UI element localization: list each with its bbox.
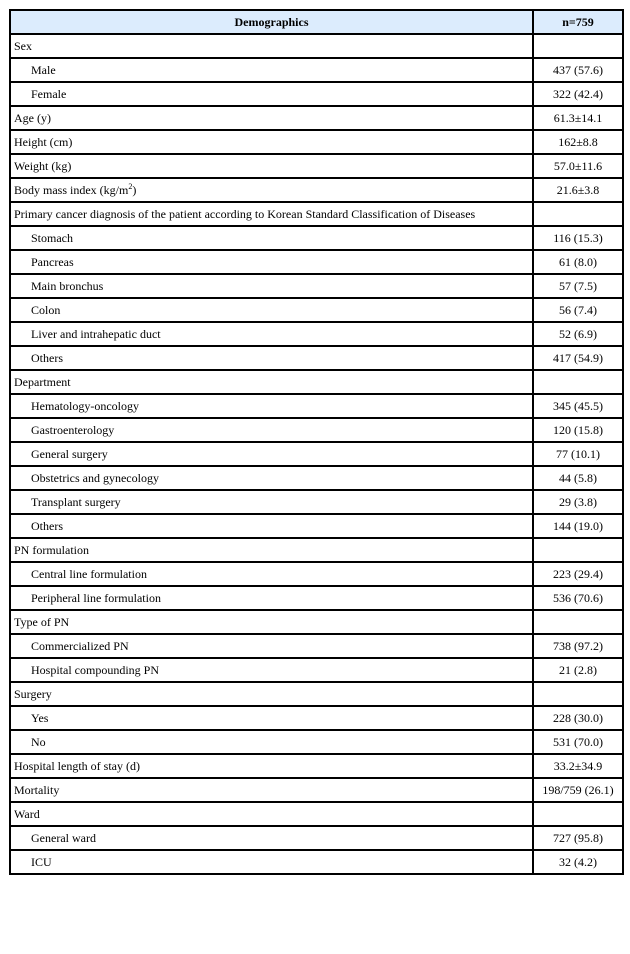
table-row: [10, 82, 623, 106]
table-row: [10, 850, 623, 874]
row-value: [533, 682, 623, 706]
row-label-text: Transplant surgery: [31, 495, 121, 509]
row-label-text: Department: [14, 375, 71, 389]
row-label: [10, 34, 533, 58]
row-label-text: Stomach: [31, 231, 73, 245]
row-label-text: General surgery: [31, 447, 108, 461]
row-label: [10, 106, 533, 130]
row-label-text: Ward: [14, 807, 40, 821]
row-label: [10, 130, 533, 154]
row-label: [10, 418, 533, 442]
header-n: n=759: [533, 10, 623, 34]
table-row: [10, 346, 623, 370]
table-row: [10, 730, 623, 754]
row-label: [10, 826, 533, 850]
table-row: [10, 34, 623, 58]
row-label-text: Body mass index (kg/m: [14, 183, 129, 197]
row-label: [10, 610, 533, 634]
row-label-text: Others: [31, 519, 63, 533]
row-label-text: Weight (kg): [14, 159, 72, 173]
row-label-text: Gastroenterology: [31, 423, 115, 437]
row-value: [533, 538, 623, 562]
table-row: [10, 466, 623, 490]
row-value: 322 (42.4): [533, 82, 623, 106]
row-value: 162±8.8: [533, 130, 623, 154]
row-value: 56 (7.4): [533, 298, 623, 322]
row-label-text: Others: [31, 351, 63, 365]
row-label-text: Primary cancer diagnosis of the patient according to Korean Standard Classification of Diseases: [14, 207, 476, 221]
row-value: 198/759 (26.1): [533, 778, 623, 802]
row-value: 228 (30.0): [533, 706, 623, 730]
table-row: [10, 154, 623, 178]
row-value: 116 (15.3): [533, 226, 623, 250]
row-value: [533, 202, 623, 226]
row-label: [10, 538, 533, 562]
table-row: [10, 706, 623, 730]
row-value: 345 (45.5): [533, 394, 623, 418]
row-label-text: Hospital compounding PN: [31, 663, 159, 677]
row-value: 727 (95.8): [533, 826, 623, 850]
table-row: [10, 178, 623, 202]
table-row: [10, 562, 623, 586]
row-label: [10, 274, 533, 298]
row-label-text: Obstetrics and gynecology: [31, 471, 159, 485]
table-row: [10, 226, 623, 250]
row-value: 32 (4.2): [533, 850, 623, 874]
row-label: [10, 802, 533, 826]
row-label: [10, 682, 533, 706]
row-label: [10, 730, 533, 754]
row-label-text: PN formulation: [14, 543, 89, 557]
row-value: 61.3±14.1: [533, 106, 623, 130]
row-value: 61 (8.0): [533, 250, 623, 274]
demographics-table: [9, 9, 624, 875]
row-label: [10, 394, 533, 418]
row-label-text: Peripheral line formulation: [31, 591, 161, 605]
row-label: [10, 346, 533, 370]
table-row: [10, 106, 623, 130]
row-label-text: Surgery: [14, 687, 52, 701]
row-label-text: General ward: [31, 831, 96, 845]
row-value: 57 (7.5): [533, 274, 623, 298]
table-row: [10, 754, 623, 778]
row-value: 223 (29.4): [533, 562, 623, 586]
row-label: [10, 562, 533, 586]
row-label: [10, 442, 533, 466]
table-row: [10, 658, 623, 682]
row-label: [10, 370, 533, 394]
row-label-suffix: ): [132, 183, 137, 197]
row-label-text: Central line formulation: [31, 567, 147, 581]
row-label: [10, 514, 533, 538]
row-value: 120 (15.8): [533, 418, 623, 442]
row-label: [10, 82, 533, 106]
table-row: [10, 514, 623, 538]
row-label: [10, 202, 533, 226]
row-value: 33.2±34.9: [533, 754, 623, 778]
row-label: [10, 850, 533, 874]
row-value: [533, 610, 623, 634]
table-header-row: [10, 10, 623, 34]
row-label-text: Yes: [31, 711, 49, 725]
row-value: 21 (2.8): [533, 658, 623, 682]
row-value: 536 (70.6): [533, 586, 623, 610]
row-value: 738 (97.2): [533, 634, 623, 658]
row-label: [10, 322, 533, 346]
table-row: [10, 826, 623, 850]
row-label: [10, 298, 533, 322]
table-row: [10, 634, 623, 658]
row-label-text: Male: [31, 63, 56, 77]
row-label: [10, 226, 533, 250]
table-row: [10, 58, 623, 82]
table-body: [10, 34, 623, 874]
table-row: [10, 322, 623, 346]
row-value: [533, 34, 623, 58]
table-row: [10, 442, 623, 466]
row-label-text: Pancreas: [31, 255, 74, 269]
row-label-text: Liver and intrahepatic duct: [31, 327, 161, 341]
row-value: [533, 802, 623, 826]
row-value: 29 (3.8): [533, 490, 623, 514]
row-label-text: Hematology-oncology: [31, 399, 139, 413]
table-row: [10, 274, 623, 298]
table-row: [10, 394, 623, 418]
row-label-text: No: [31, 735, 46, 749]
table-row: [10, 202, 623, 226]
row-label: [10, 250, 533, 274]
row-label-text: Type of PN: [14, 615, 70, 629]
table-row: [10, 370, 623, 394]
row-label: [10, 706, 533, 730]
table-row: [10, 130, 623, 154]
row-label: [10, 658, 533, 682]
row-label: [10, 466, 533, 490]
header-demographics: Demographics: [10, 10, 533, 34]
row-label-text: Colon: [31, 303, 61, 317]
row-value: 77 (10.1): [533, 442, 623, 466]
table-row: [10, 250, 623, 274]
row-label-text: Female: [31, 87, 67, 101]
row-label: [10, 586, 533, 610]
row-label: [10, 490, 533, 514]
table-row: [10, 778, 623, 802]
table-row: [10, 802, 623, 826]
demographics-table-container: [9, 9, 624, 875]
row-label: [10, 58, 533, 82]
row-label: [10, 754, 533, 778]
table-row: [10, 418, 623, 442]
row-label-text: Sex: [14, 39, 32, 53]
row-label-text: Age (y): [14, 111, 51, 125]
row-label: [10, 154, 533, 178]
table-row: [10, 682, 623, 706]
row-label-text: Hospital length of stay (d): [14, 759, 140, 773]
row-value: 21.6±3.8: [533, 178, 623, 202]
row-label: [10, 778, 533, 802]
row-value: 44 (5.8): [533, 466, 623, 490]
table-row: [10, 586, 623, 610]
row-label-superscript: 2: [128, 182, 133, 191]
row-label: [10, 178, 533, 202]
row-value: [533, 370, 623, 394]
row-label-text: Mortality: [14, 783, 60, 797]
row-value: 57.0±11.6: [533, 154, 623, 178]
row-value: 417 (54.9): [533, 346, 623, 370]
row-label-text: ICU: [31, 855, 52, 869]
table-row: [10, 610, 623, 634]
row-value: 437 (57.6): [533, 58, 623, 82]
row-label: [10, 634, 533, 658]
row-label-text: Main bronchus: [31, 279, 104, 293]
row-label-text: Commercialized PN: [31, 639, 129, 653]
row-value: 144 (19.0): [533, 514, 623, 538]
row-value: 531 (70.0): [533, 730, 623, 754]
row-value: 52 (6.9): [533, 322, 623, 346]
table-row: [10, 490, 623, 514]
table-row: [10, 538, 623, 562]
table-row: [10, 298, 623, 322]
row-label-text: Height (cm): [14, 135, 73, 149]
